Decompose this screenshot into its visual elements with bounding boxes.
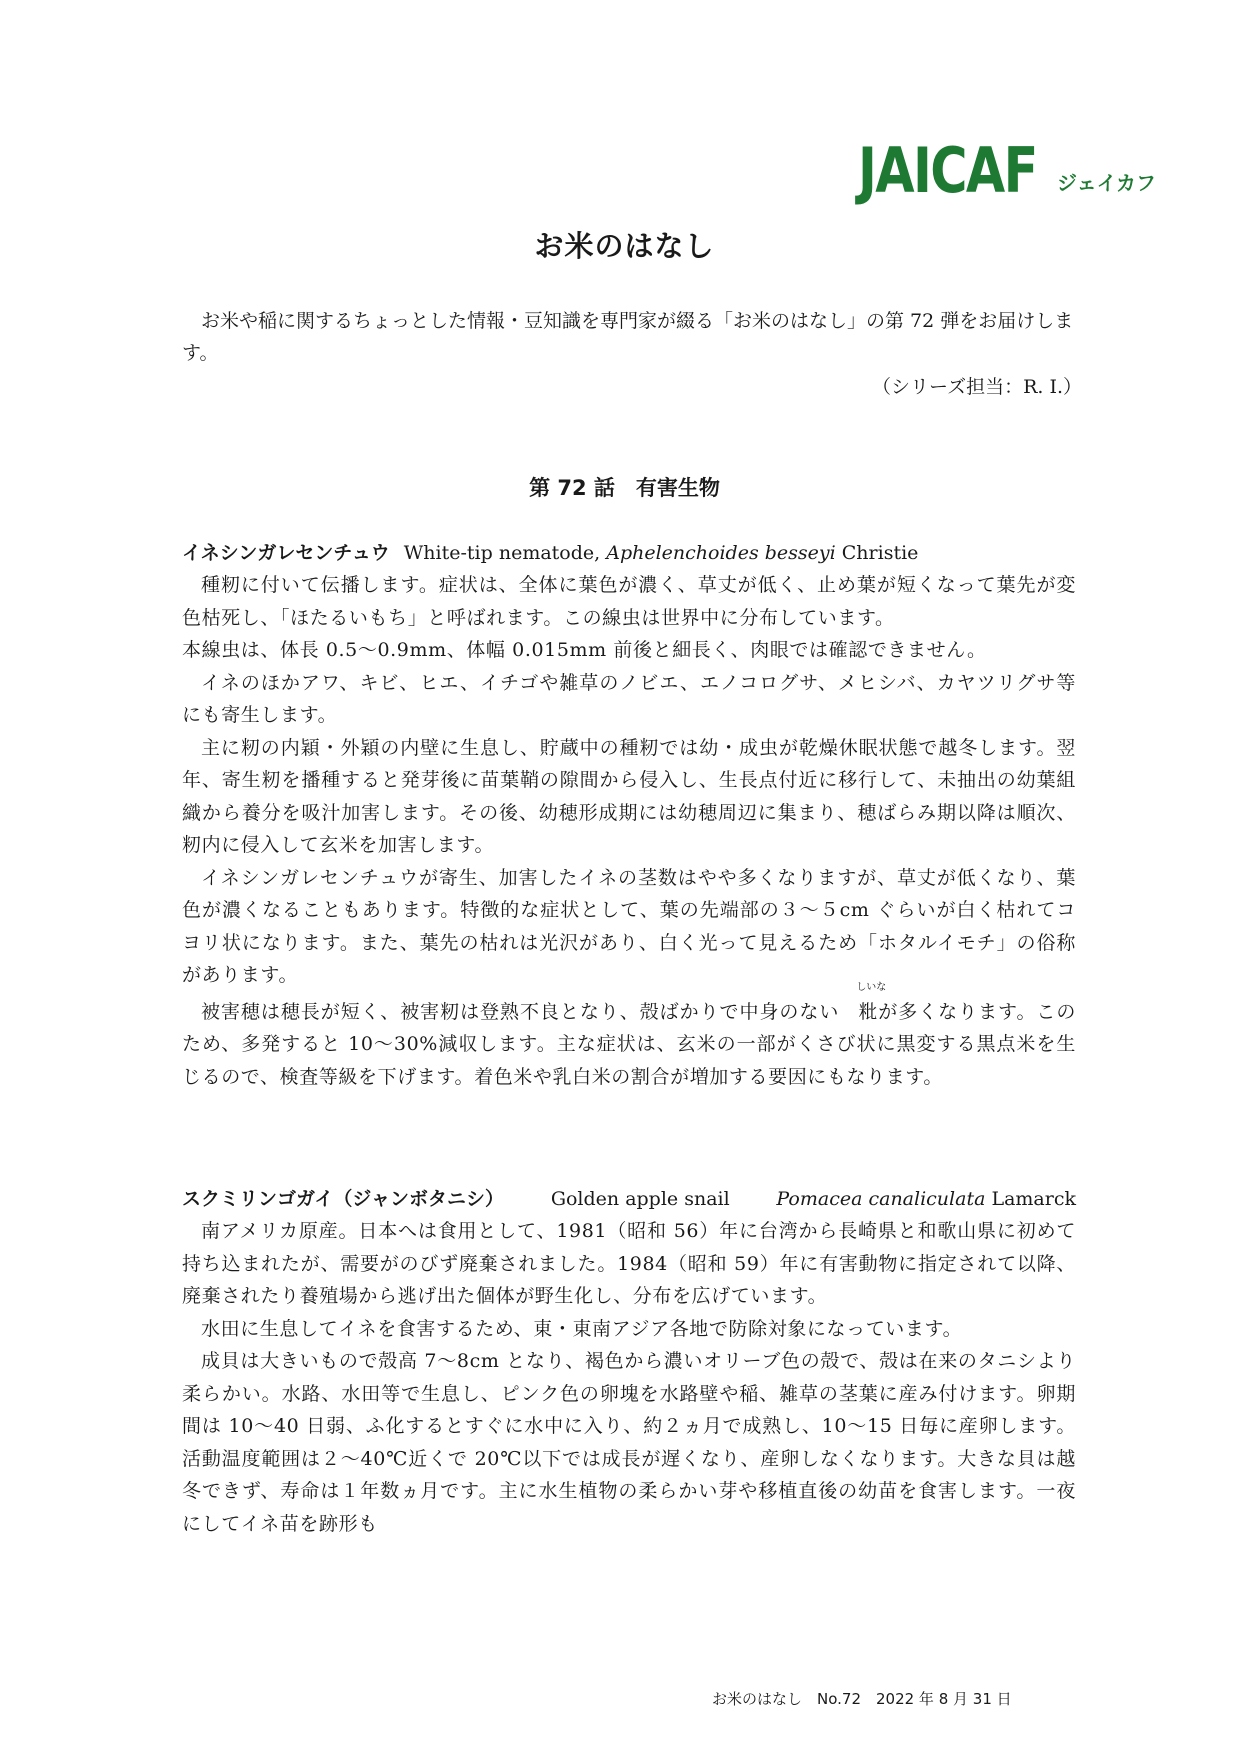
paragraph: [182, 981, 1076, 1094]
species-name-en: [776, 1183, 1076, 1215]
paragraph-part: 被害穂は穂長が短く、被害籾は登熟不良となり、殻ばかりで中身のない: [201, 1000, 840, 1023]
paragraph: 南アメリカ原産。日本へは食用として、1981（昭和 56）年に台湾から長崎県と和歌山県に初めて持ち込まれたが、需要がのびず廃棄されました。1984（昭和 59）年に有害動物に指定されて以降、廃棄されたり養殖場から逃げ出た個体が野生化し、分布を広げています。: [182, 1220, 1076, 1307]
species-name-ja: スクミリンゴガイ（ジャンボタニシ）: [182, 1188, 505, 1210]
section-nematode: [182, 537, 1076, 1093]
series-credit: （シリーズ担当：R. I.）: [872, 376, 1082, 398]
scientific-name: Pomacea canaliculata: [776, 1188, 986, 1210]
jaicaf-logo: [858, 128, 1156, 207]
species-name-en: [404, 537, 919, 569]
common-name: Golden apple snail: [550, 1188, 730, 1210]
scientific-name: Aphelenchoides besseyi: [606, 542, 836, 564]
section-heading: [182, 537, 1076, 569]
paragraph: 主に籾の内穎・外穎の内壁に生息し、貯蔵中の種籾では幼・成虫が乾燥休眠状態で越冬します。翌年、寄生籾を播種すると発芽後に苗葉鞘の隙間から侵入し、生長点付近に移行して、未抽出の幼葉組織から養分を吸汁加害します。その後、幼穂形成期には幼穂周辺に集まり、穂ばらみ期以降は順次、籾内に侵入して玄米を加害します。: [182, 736, 1076, 856]
page-title: お米のはなし: [534, 229, 715, 263]
species-name-ja: イネシンガレセンチュウ: [182, 542, 390, 564]
author-name: Lamarck: [985, 1188, 1076, 1210]
intro-text: お米や稲に関するちょっとした情報・豆知識を専門家が綴る「お米のはなし」の第 72 弾をお届けします。: [182, 310, 1074, 364]
paragraph: 種籾に付いて伝播します。症状は、全体に葉色が濃く、草丈が低く、止め葉が短くなって葉先が変色枯死し、「ほたるいもち」と呼ばれます。この線虫は世界中に分布しています。: [182, 574, 1076, 629]
section-snail: [182, 1183, 1076, 1540]
paragraph: 成貝は大きいもので殻高 7～8cm となり、褐色から濃いオリーブ色の殻で、殻は在来のタニシより柔らかい。水路、水田等で生息し、ピンク色の卵塊を水路壁や稲、雑草の茎葉に産み付けます。卵期間は 10～40 日弱、ふ化するとすぐに水中に入り、約２ヵ月で成熟し、10～15 日毎に産卵します。活動温度範囲は２～40℃近くで 20℃以下では成長が遅くなり、産卵しなくなります。大きな貝は越冬できず、寿命は１年数ヵ月です。主に水生植物の柔らかい芽や移植直後の幼苗を食害します。一夜にしてイネ苗を跡形も: [182, 1350, 1076, 1535]
chapter-title: 第 72 話 有害生物: [529, 476, 720, 500]
logo-kana: ジェイカフ: [1057, 171, 1156, 195]
intro: [182, 305, 1082, 369]
ruby-reading: しいな: [856, 981, 887, 993]
paragraph: イネシンガレセンチュウが寄生、加害したイネの茎数はやや多くなりますが、草丈が低くなり、葉色が濃くなることもあります。特徴的な症状として、葉の先端部の３～５cm ぐらいが白く枯れてコヨリ状になります。また、葉先の枯れは光沢があり、白く光って見えるため「ホタルイモチ」の俗称があります。: [182, 866, 1076, 986]
author-name: Christie: [835, 542, 919, 564]
logo-wordmark: JAICAF: [858, 134, 1037, 207]
footer: お米のはなし No.72 2022 年 8 月 31 日: [712, 1690, 1012, 1708]
section-heading: [182, 1183, 1076, 1215]
paragraph: イネのほかアワ、キビ、ヒエ、イチゴや雑草のノビエ、エノコログサ、メヒシバ、カヤツリグサ等にも寄生します。: [182, 671, 1076, 726]
paragraph: 水田に生息してイネを食害するため、東・東南アジア各地で防除対象になっています。: [201, 1317, 963, 1340]
ruby: [839, 981, 887, 1029]
paragraph-part: が多くなります。このため、多発すると 10～30%減収します。主な症状は、玄米の一部がくさび状に黒変する黒点米を生じるので、検査等級を下げます。着色米や乳白米の割合が増加する要因にもなります。: [182, 1000, 1076, 1088]
ruby-base: 粃: [858, 1000, 878, 1023]
common-name: White-tip nematode,: [403, 542, 607, 564]
paragraph: 本線虫は、体長 0.5～0.9mm、体幅 0.015mm 前後と細長く、肉眼では確認できません。: [182, 639, 987, 661]
